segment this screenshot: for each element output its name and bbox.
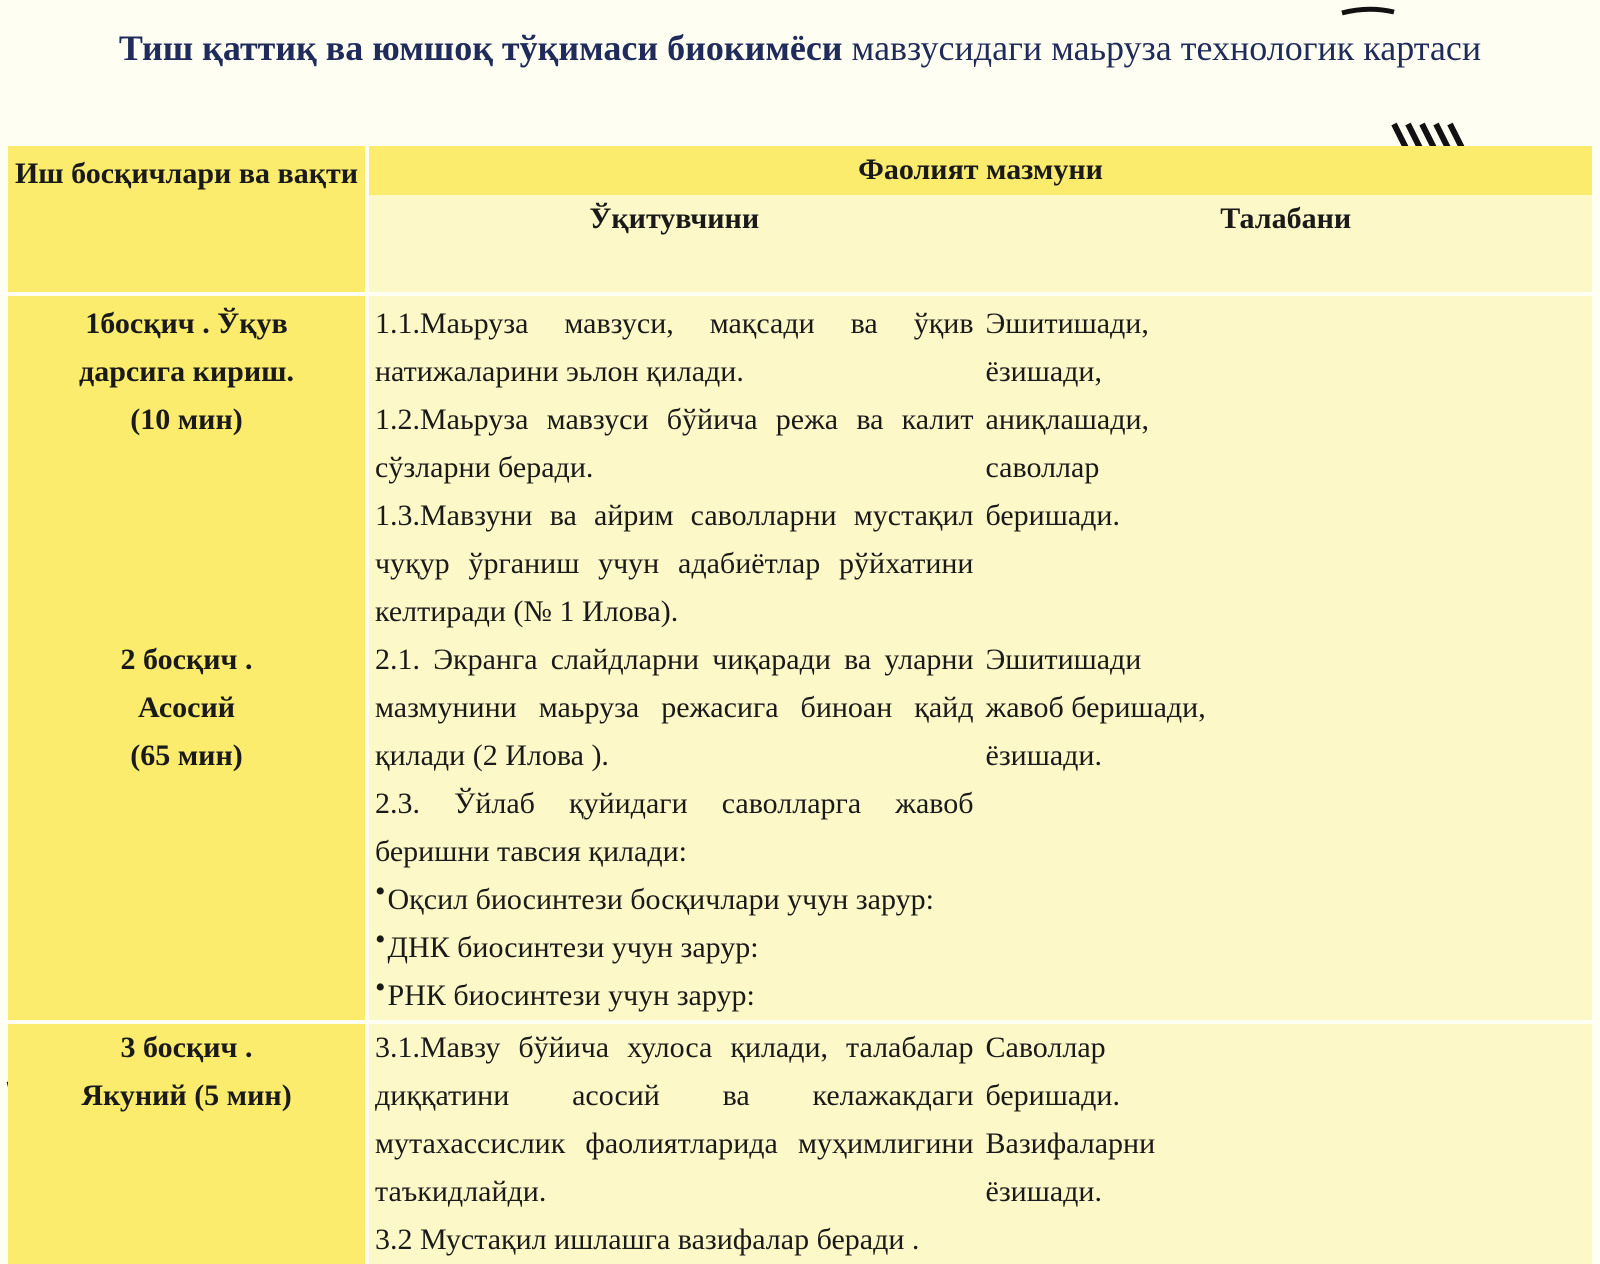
teacher-paragraph: 3.2 Мустақил ишлашга вазифалар беради . xyxy=(375,1223,920,1256)
teacher-cell xyxy=(367,636,980,1022)
bullet-item: • РНК биосинтези учун зарур: xyxy=(375,972,974,1020)
stage-line: (10 мин) xyxy=(130,403,243,436)
stage-line: Асосий xyxy=(137,691,236,724)
teacher-paragraph: 1.2.Маьруза мавзуси бўйича режа ва калит сўзларни беради. xyxy=(375,403,974,484)
title-bold: Тиш қаттиқ ва юмшоқ тўқимаси биокимёси xyxy=(118,28,843,68)
student-line: аниқлашади, xyxy=(985,403,1150,436)
stage-line: 3 босқич . xyxy=(120,1031,253,1064)
student-line: беришади. xyxy=(985,1079,1120,1112)
table-row xyxy=(8,636,1592,1022)
bullet-item: • ДНК биосинтези учун зарур: xyxy=(375,924,974,972)
teacher-paragraph: 1.3.Мавзуни ва айрим саволларни мустақил чуқур ўрганиш учун адабиётлар рўйхатини келтиради (№ 1 Илова). xyxy=(375,499,974,628)
student-line: саволлар xyxy=(985,451,1100,484)
stage-line: (65 мин) xyxy=(130,739,243,772)
student-line: ёзишади. xyxy=(985,1175,1102,1208)
student-line: ёзишади, xyxy=(985,355,1102,388)
stage-line: 2 босқич . xyxy=(120,643,253,676)
stage-line: 1босқич . Ўқув xyxy=(85,307,288,340)
student-line: Эшитишади xyxy=(985,643,1142,676)
student-cell xyxy=(980,294,1593,636)
bullet-item: • Оқсил биосинтези босқичлари учун зарур: xyxy=(375,876,974,924)
student-cell xyxy=(980,636,1593,1022)
teacher-paragraph: 2.1. Экранга слайдларни чиқаради ва уларни мазмунини маьруза режасига биноан қайд қилади (2 Илова ). xyxy=(375,643,974,772)
teacher-paragraph: 2.3. Ўйлаб қуйидаги саволларга жавоб беришни тавсия қилади: xyxy=(375,787,974,868)
title-rest: мавзусидаги маьруза технологик картаси xyxy=(842,28,1482,68)
student-cell xyxy=(980,1022,1593,1264)
page-title xyxy=(110,24,1490,72)
teacher-paragraph: 1.1.Маьруза мавзуси, мақсади ва ўқив натижаларини эьлон қилади. xyxy=(375,307,974,388)
student-line: жавоб беришади, xyxy=(985,691,1206,724)
header-stage: Иш босқичлари ва вақти xyxy=(8,146,367,294)
teacher-cell xyxy=(367,294,980,636)
student-line: Эшитишади, xyxy=(985,307,1149,340)
student-line: ёзишади. xyxy=(985,739,1102,772)
dash-decoration xyxy=(1340,4,1396,18)
header-teacher: Ўқитувчини xyxy=(367,195,980,294)
stage-cell xyxy=(8,1022,367,1264)
header-student: Талабани xyxy=(980,195,1593,294)
student-line: Вазифаларни xyxy=(985,1127,1156,1160)
teacher-paragraph: 3.1.Мавзу бўйича хулоса қилади, талабалар диққатини асосий ва келажакдаги мутахассислик фаолиятларида муҳимлигини таъкидлайди. xyxy=(375,1031,974,1208)
stage-line: Якуний (5 мин) xyxy=(81,1079,292,1112)
table-row xyxy=(8,294,1592,636)
technology-map-table xyxy=(8,146,1592,1264)
student-line: беришади. xyxy=(985,499,1120,532)
student-line: Саволлар xyxy=(985,1031,1106,1064)
stage-cell xyxy=(8,294,367,636)
teacher-cell xyxy=(367,1022,980,1264)
stage-cell xyxy=(8,636,367,1022)
header-activity: Фаолият мазмуни xyxy=(367,146,1592,195)
table-row xyxy=(8,1022,1592,1264)
stage-line: дарсига кириш. xyxy=(79,355,294,388)
